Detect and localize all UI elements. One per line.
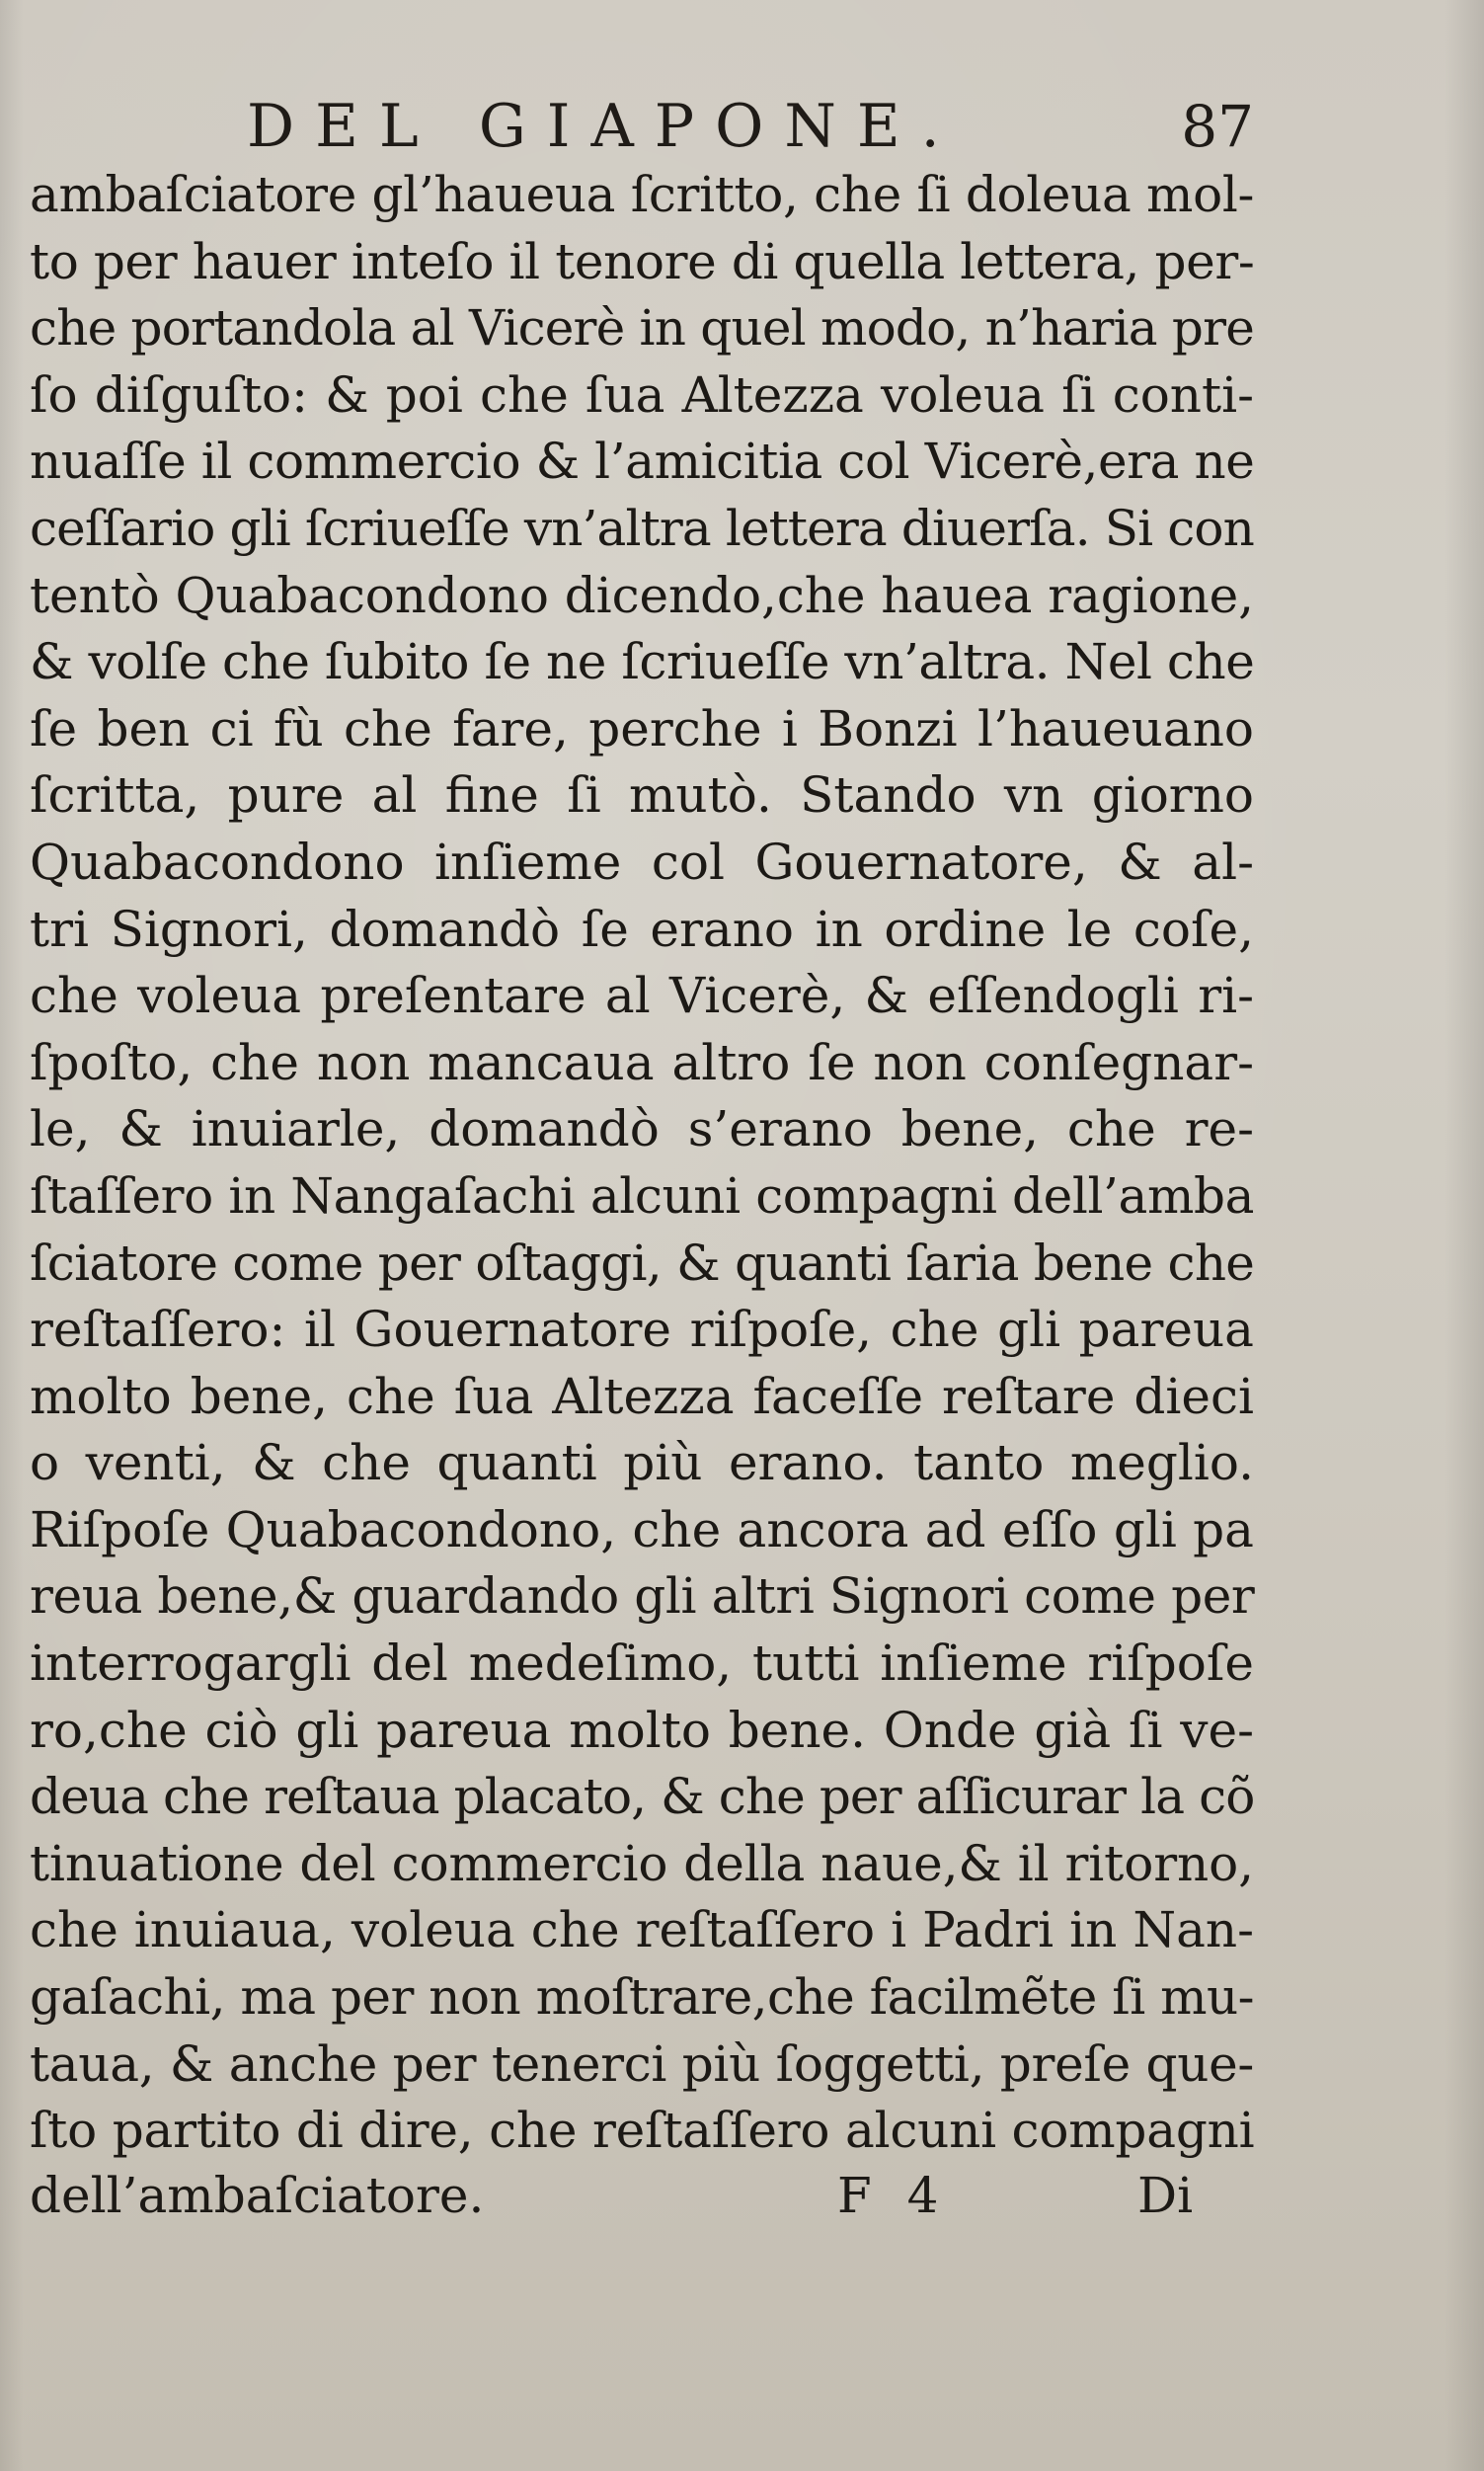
- text-line: molto bene, che ſua Altezza faceſſe reſtare dieci: [30, 1367, 1254, 1425]
- running-head: DEL GIAPONE.: [247, 92, 961, 161]
- text-line: ſtaſſero in Nangaſachi alcuni compagni dell’amba: [30, 1166, 1255, 1225]
- text-line: Quabacondono inſieme col Gouernatore, & al-: [30, 833, 1254, 891]
- text-line: o venti, & che quanti più erano. tanto meglio.: [30, 1434, 1254, 1492]
- text-line: ſcritta, pure al fine ſi mutò. Stando vn giorno: [30, 766, 1254, 825]
- page-header: [247, 87, 1254, 166]
- page-edge-shadow: [1445, 0, 1484, 2471]
- text-line: deua che reſtaua placato, & che per aſſicurar la cõ: [30, 1768, 1255, 1826]
- text-line: tri Signori, domandò ſe erano in ordine le coſe,: [30, 900, 1254, 958]
- text-line: reſtaſſero: il Gouernatore riſpoſe, che gli pareua: [30, 1301, 1254, 1359]
- text-line: ſe ben ci fù che fare, perche i Bonzi l’haueuano: [30, 699, 1254, 757]
- text-line: ambaſciatore gl’haueua ſcritto, che ſi doleua mol-: [30, 166, 1255, 223]
- text-line: nuaſſe il commercio & l’amicitia col Vicerè,era ne: [30, 433, 1255, 491]
- text-line: reua bene,& guardando gli altri Signori come per: [30, 1567, 1255, 1626]
- text-line: ſpoſto, che non mancaua altro ſe non conſegnar-: [30, 1033, 1254, 1091]
- text-line: ceſſario gli ſcriueſſe vn’altra lettera diuerſa. Si con: [30, 499, 1254, 557]
- text-line: ſto partito di dire, che reſtaſſero alcuni compagni: [30, 2102, 1255, 2160]
- catchword: Di: [1137, 2167, 1194, 2224]
- text-line: che portandola al Vicerè in quel modo, n’haria pre: [30, 299, 1254, 358]
- signature-mark: F 4: [837, 2167, 949, 2224]
- text-line: & volſe che ſubito ſe ne ſcriueſſe vn’altra. Nel che: [30, 633, 1255, 691]
- text-line: tinuatione del commercio della naue,& il ritorno,: [30, 1834, 1254, 1892]
- final-line: dell’ambaſciatore.: [30, 2167, 485, 2224]
- text-line: to per hauer inteſo il tenore di quella lettera, per-: [30, 232, 1255, 290]
- text-line: gaſachi, ma per non moſtrare,che facilmẽte ſi mu-: [30, 1968, 1254, 2027]
- text-line: ro,che ciò gli pareua molto bene. Onde già ſi ve-: [30, 1701, 1254, 1759]
- text-line: tentò Quabacondono dicendo,che hauea ragione,: [30, 566, 1254, 624]
- text-line: ſo diſguſto: & poi che ſua Altezza voleua ſi conti-: [30, 365, 1254, 424]
- text-line: ſciatore come per oſtaggi, & quanti ſaria bene che: [30, 1234, 1255, 1292]
- text-line: le, & inuiarle, domandò s’erano bene, che re-: [30, 1100, 1254, 1158]
- text-line: che inuiaua, voleua che reſtaſſero i Padri in Nan-: [30, 1901, 1254, 1959]
- text-line: che voleua preſentare al Vicerè, & eſſendogli ri-: [30, 967, 1254, 1025]
- footer-row: [30, 2161, 1254, 2230]
- binding-shadow: [0, 0, 24, 2471]
- text-line: taua, & anche per tenerci più ſoggetti, preſe que-: [30, 2034, 1254, 2093]
- page-number: 87: [1181, 93, 1254, 160]
- text-line: Riſpoſe Quabacondono, che ancora ad eſſo gli pa: [30, 1500, 1254, 1558]
- text-line: interrogargli del medeſimo, tutti inſieme riſpoſe: [30, 1634, 1254, 1693]
- body-text: [30, 162, 1254, 2165]
